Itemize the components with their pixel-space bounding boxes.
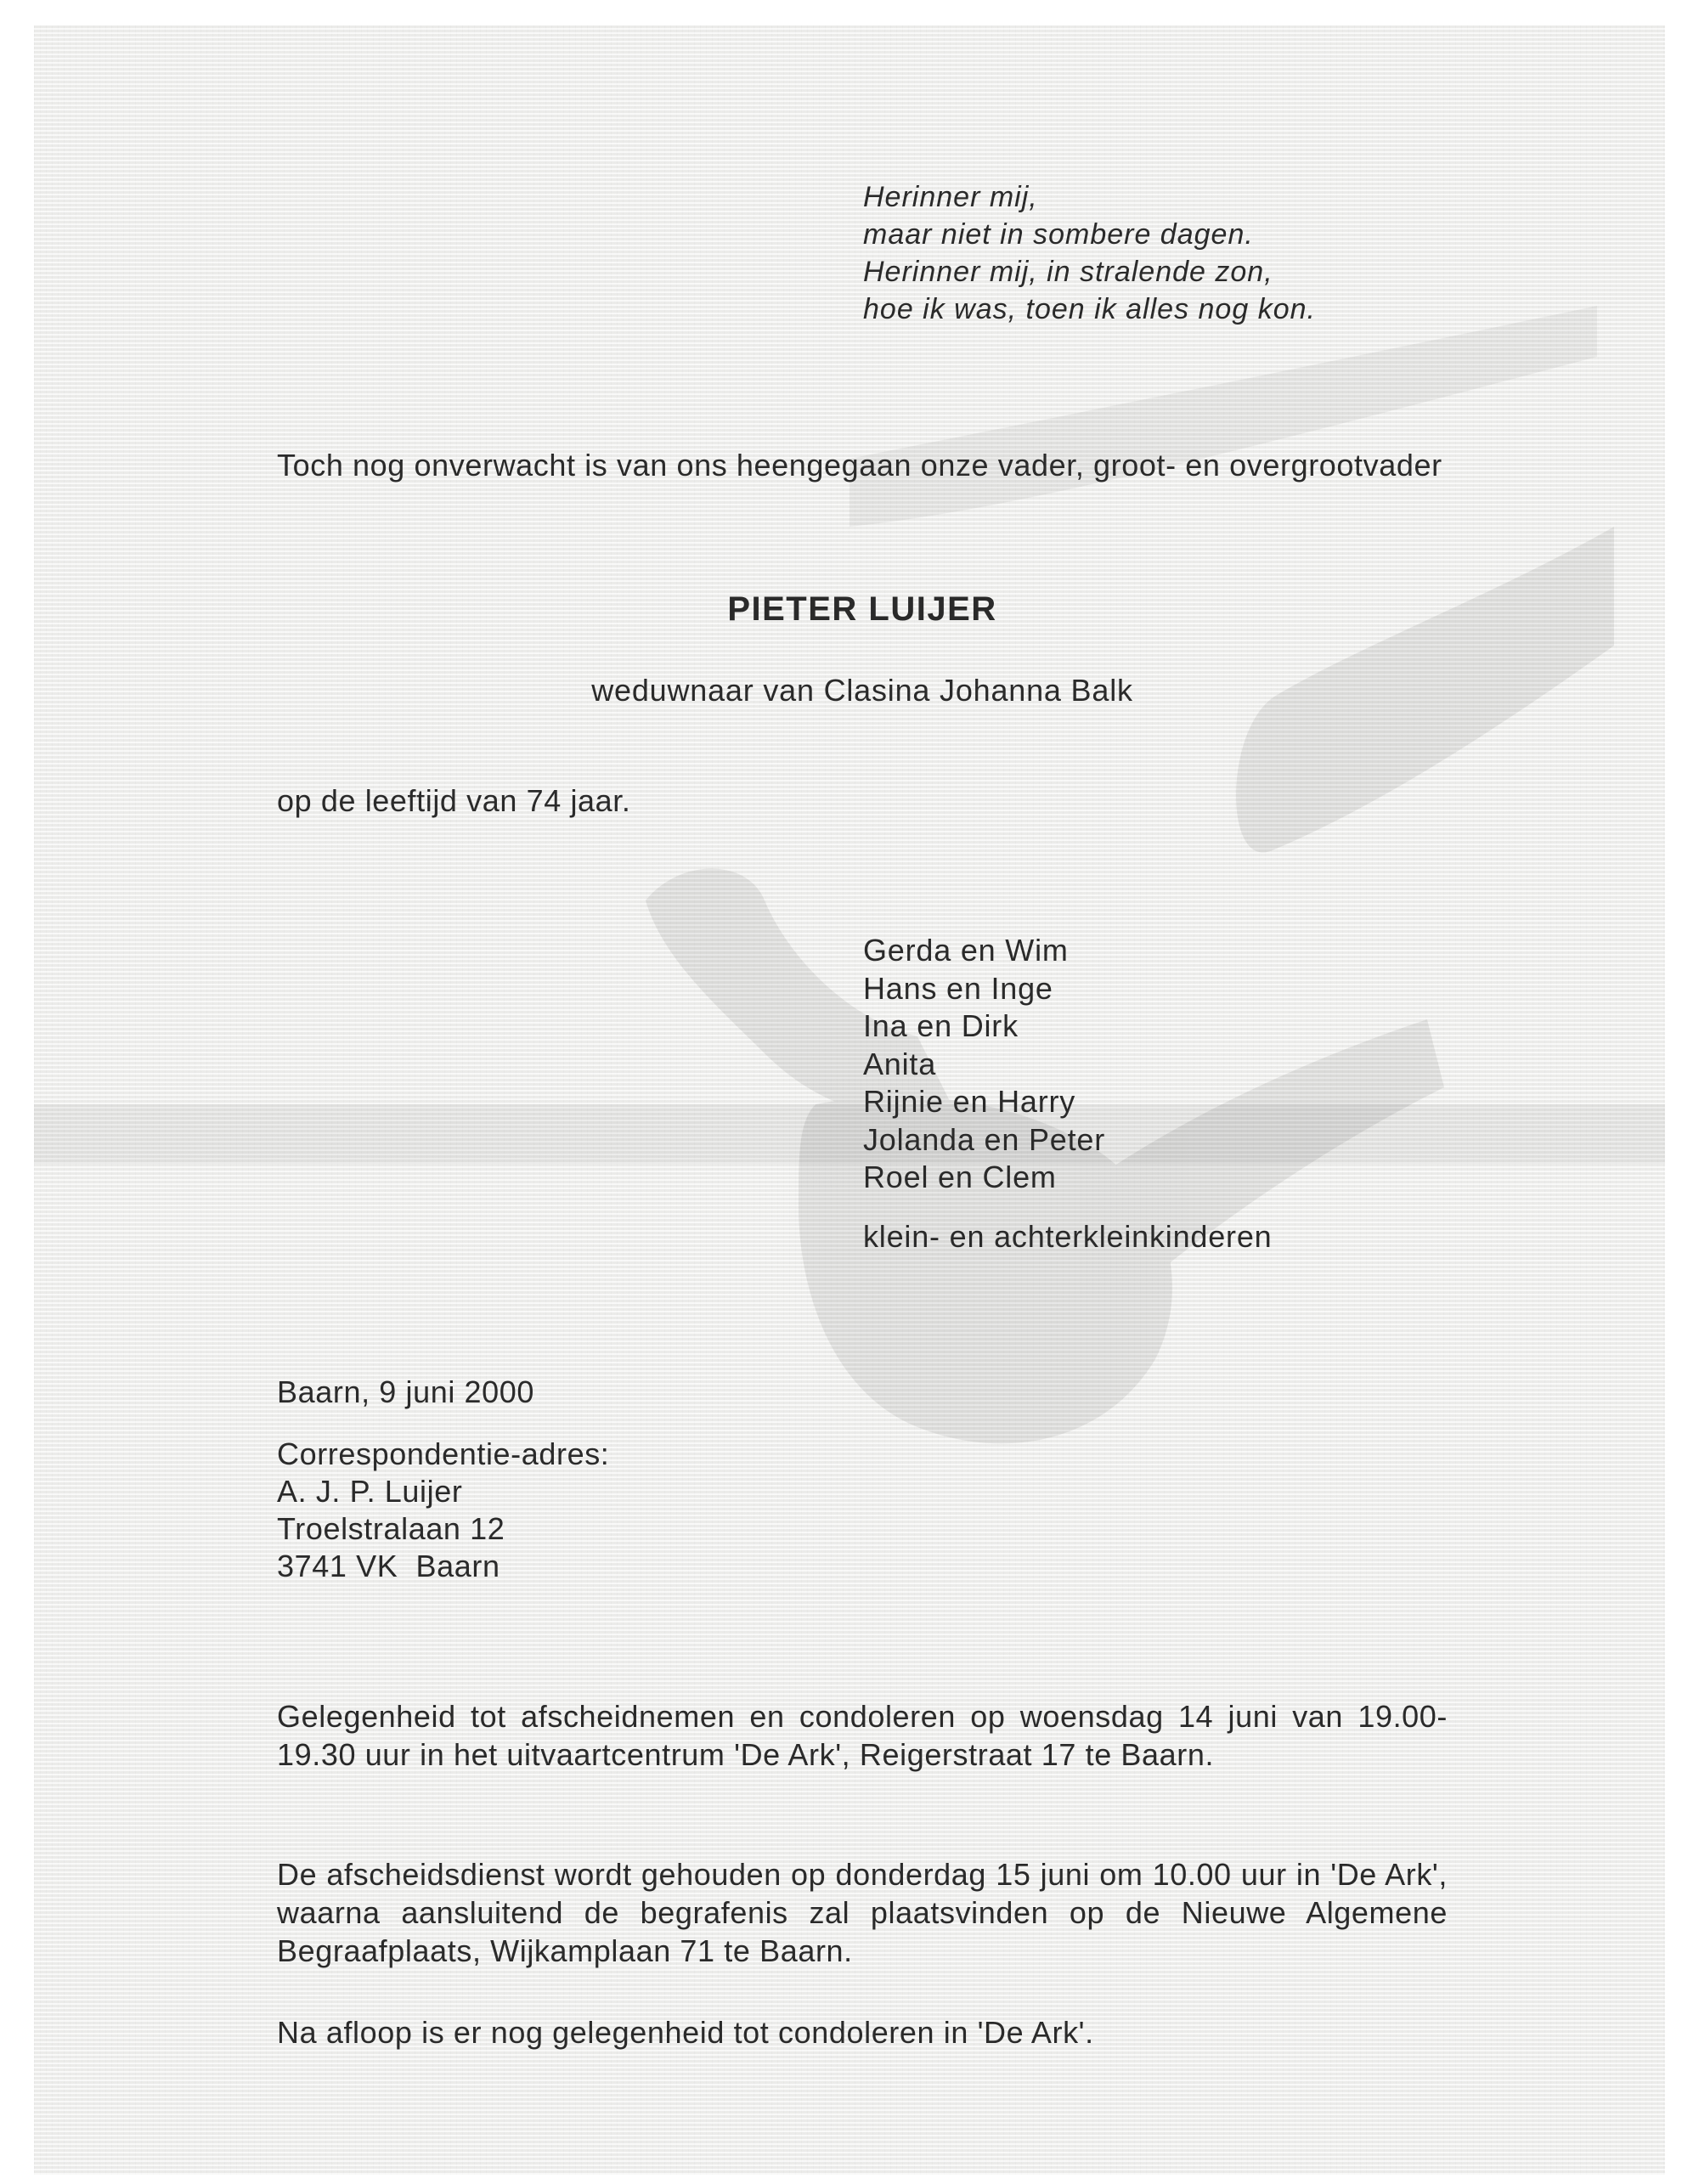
family-member: Rijnie en Harry bbox=[863, 1084, 1076, 1119]
deceased-name: PIETER LUIJER bbox=[727, 590, 997, 628]
family-member: Gerda en Wim bbox=[863, 933, 1069, 968]
family-member: Roel en Clem bbox=[863, 1160, 1057, 1194]
address-name: A. J. P. Luijer bbox=[277, 1474, 463, 1509]
grandchildren-line: klein- en achterkleinkinderen bbox=[863, 1219, 1273, 1254]
place-date: Baarn, 9 juni 2000 bbox=[277, 1374, 535, 1409]
family-member: Jolanda en Peter bbox=[863, 1121, 1105, 1157]
widower-line: weduwnaar van Clasina Johanna Balk bbox=[591, 673, 1133, 708]
age-line: op de leeftijd van 74 jaar. bbox=[277, 783, 631, 818]
memorial-poem bbox=[863, 178, 1509, 328]
family-member: Anita bbox=[863, 1046, 937, 1081]
address-label: Correspondentie-adres: bbox=[277, 1436, 610, 1471]
family-list bbox=[863, 932, 1458, 1197]
family-member: Hans en Inge bbox=[863, 970, 1053, 1006]
poem-line: maar niet in sombere dagen. bbox=[863, 218, 1254, 251]
visitation-paragraph: Gelegenheid tot afscheidnemen en condoleren op woensdag 14 juni van 19.00-19.30 uur in het uitvaartcentrum 'De Ark', Reigerstraat 17 te Baarn. bbox=[277, 1699, 1448, 1772]
service-paragraph: De afscheidsdienst wordt gehouden op donderdag 15 juni om 10.00 uur in 'De Ark', waarna aansluitend de begrafenis zal plaatsvinden op de Nieuwe Algemene Begraafplaats, Wijkamplaan 71 te Baarn. bbox=[277, 1857, 1448, 1968]
poem-line: Herinner mij, bbox=[863, 181, 1038, 213]
address-street: Troelstralaan 12 bbox=[277, 1511, 505, 1546]
address-city: 3741 VK Baarn bbox=[277, 1549, 500, 1583]
correspondence-address bbox=[277, 1436, 609, 1585]
after-service-paragraph: Na afloop is er nog gelegenheid tot condoleren in 'De Ark'. bbox=[277, 2015, 1094, 2050]
family-member: Ina en Dirk bbox=[863, 1008, 1019, 1043]
poem-line: hoe ik was, toen ik alles nog kon. bbox=[863, 293, 1316, 325]
announcement-intro: Toch nog onverwacht is van ons heengegaan onze vader, groot- en overgrootvader bbox=[277, 448, 1442, 483]
poem-line: Herinner mij, in stralende zon, bbox=[863, 256, 1273, 288]
